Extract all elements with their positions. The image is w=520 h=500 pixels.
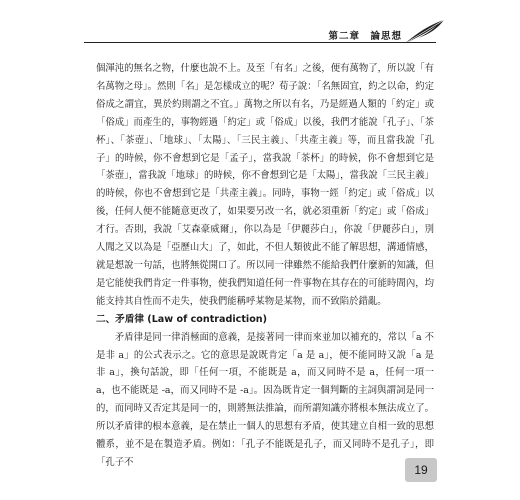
body-paragraph: 矛盾律是同一律消極面的意義，是接著同一律而來並加以補充的，常以「a 不是非 a」的公式表示之。它的意思是說既肯定「a 是 a」，便不能同時又說「a 是非 a」，換句話說，即「任何一項，不能既是 a，而又同時不是 a，任何一項一 a，也不能既是 -a，而又同時不是 -a」。因為既肯定一個判斷的主詞與謂詞是同一的，而同時又否定其是同一的，則將無法推論，而所謂知識亦將根本無法成立了。所以矛盾律的根本意義，是在禁止一個人的思想有矛盾，使其建立自相一致的思想體系，並不是在製造矛盾。例如：「孔子不能既是孔子，而又同時不是孔子」，即「孔子不: [96, 331, 434, 468]
body-paragraph: 個渾沌的無名之物，什麼也說不上。及至「有名」之後，便有萬物了，所以說「有名萬物之母」。然則「名」是怎樣成立的呢？荀子說：「名無固宜，約之以命，約定俗成之謂宜，異於約則謂之不宜。」萬物之所以有名，乃是經過人類的「約定」或「俗成」而產生的，事物經過「約定」或「俗成」以後，我們才能說「孔子」、「茶杯」、「茶壺」、「地球」、「太陽」、「三民主義」、「共產主義」等，而且當我說「孔子」的時候，你不會想到它是「孟子」，當我說「茶杯」的時候，你不會想到它是「茶壺」，當我說「地球」的時候，你不會想到它是「太陽」，當我說「三民主義」的時候，你也不會想到它是「共產主義」。同時，事物一經「約定」或「俗成」以後，任何人便不能隨意更改了，如果要另改一名，就必須重新「約定」或「俗成」才行。否則，我說「艾森豪威爾」，你以為是「伊麗莎白」，你說「伊麗莎白」，別人聞之又以為是「亞歷山大」了，如此，不但人類彼此不能了解思想，溝通情感，就是想說一句話，也將無從開口了。所以同一律雖然不能給我們什麼新的知識，但是它能使我們肯定一件事物，使我們知道任何一件事物在其存在的可能時間內，均能支持其自性而不走失，使我們能稱呼某物是某物，而不致陷於錯亂。: [96, 63, 434, 307]
section-heading: 二、矛盾律 (Law of contradiction): [96, 313, 268, 325]
header-rule: [84, 42, 436, 43]
page-body: [96, 60, 434, 472]
running-header: [84, 24, 436, 44]
page-number: [405, 458, 437, 482]
chapter-title: 第二章 論思想: [328, 31, 402, 42]
page-number-text: 19: [414, 463, 428, 477]
